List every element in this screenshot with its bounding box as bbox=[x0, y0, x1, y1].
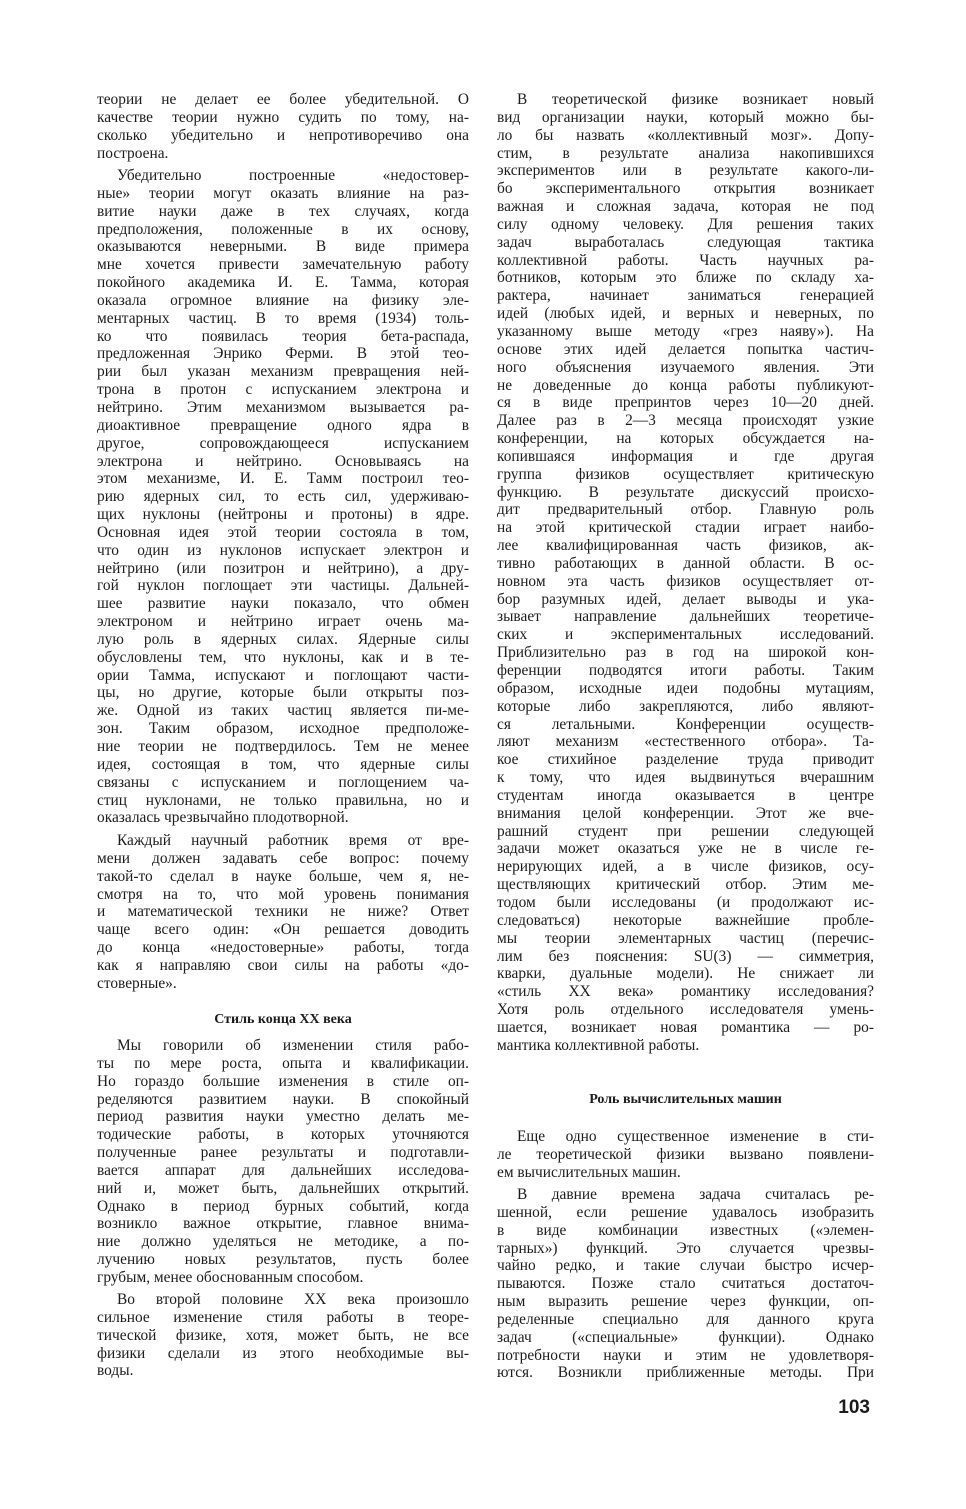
text-line: ного объяснения изучаемого явления. Эти bbox=[497, 358, 874, 376]
text-line: другое, сопровождающееся испусканием bbox=[97, 434, 469, 452]
text-line: тивно работающих в данной области. В ос- bbox=[497, 554, 874, 572]
text-line: тодом были исследованы (и продолжают ис- bbox=[497, 893, 874, 911]
text-line: нейтрино (или позитрон и нейтрино), а дру- bbox=[97, 559, 469, 577]
text-line: же. Одной из таких частиц является пи-ме- bbox=[97, 702, 469, 720]
text-line: оказала огромное влияние на физику эле- bbox=[97, 291, 469, 309]
text-line: ем вычислительных машин. bbox=[497, 1163, 681, 1181]
paragraph bbox=[497, 1128, 874, 1182]
text-line: Убедительно построенные «недостовер- bbox=[117, 167, 469, 184]
text-line: оказываются неверными. В виде примера bbox=[97, 238, 469, 256]
text-line: к тому, что идея выдвинуться вчерашним bbox=[497, 769, 874, 787]
text-line: ории Тамма, испускают и поглощают части- bbox=[97, 666, 469, 684]
text-line: ний и, может быть, дальнейших открытий. bbox=[97, 1179, 469, 1197]
paragraph bbox=[497, 1186, 874, 1382]
text-line: ло бы назвать «коллективный мозг». Допу- bbox=[497, 126, 874, 144]
text-line: качестве теории нужно судить по тому, на- bbox=[97, 108, 469, 126]
text-line: чаще всего один: «Он решается доводить bbox=[97, 921, 469, 939]
text-line: лее квалифицированная часть физиков, ак- bbox=[497, 537, 874, 555]
text-line: рию ядерных сил, то есть сил, удерживаю- bbox=[97, 488, 469, 506]
text-line: электроном и нейтрино играет очень ма- bbox=[97, 613, 469, 631]
text-line: Основная идея этой теории состояла в том, bbox=[97, 523, 469, 541]
text-line: сколько убедительно и непротиворечиво она bbox=[97, 126, 469, 144]
text-line: стим, в результате анализа накопившихся bbox=[497, 144, 874, 162]
text-line: В теоретической физике возникает новый bbox=[517, 91, 874, 108]
text-line: и математической техники не ниже? Ответ bbox=[97, 903, 469, 921]
text-line: предложенная Энрико Ферми. В этой тео- bbox=[97, 345, 469, 363]
text-line: такой-то сделал в науке больше, чем я, не- bbox=[97, 867, 469, 885]
text-line: ществляющих критический отбор. Этим ме- bbox=[497, 876, 874, 894]
text-line: нерирующих идей, а в числе физиков, осу- bbox=[497, 858, 874, 876]
text-line: тической физике, хотя, может быть, не все bbox=[97, 1326, 469, 1344]
text-line: гой нуклон поглощает эти частицы. Дальней- bbox=[97, 577, 469, 595]
text-line: важная и сложная задача, которая не под bbox=[497, 198, 874, 216]
text-line: ты по мере роста, опыта и квалификации. bbox=[97, 1054, 469, 1072]
text-line: лим без пояснения: SU(3) — симметрия, bbox=[497, 947, 874, 965]
text-line: копившаяся информация и где другая bbox=[497, 447, 874, 465]
text-line: конференции, на которых обсуждается на- bbox=[497, 430, 874, 448]
text-line: вается аппарат для дальнейших исследова- bbox=[97, 1161, 469, 1179]
text-line: ле теоретической физики вызвано появлени- bbox=[497, 1145, 874, 1163]
text-line: рактера, начинает заниматься генерацией bbox=[497, 287, 874, 305]
text-line: шается, возникает новая романтика — ро- bbox=[497, 1018, 874, 1036]
text-line: силу одному человеку. Для решения таких bbox=[497, 215, 874, 233]
text-line: ся летальными. Конференции осуществ- bbox=[497, 715, 874, 733]
text-line: функцию. В результате дискуссий происхо- bbox=[497, 483, 874, 501]
text-line: ние теории не подтвердилось. Тем не менее bbox=[97, 738, 469, 755]
text-line: коллективной работы. Часть научных ра- bbox=[497, 251, 874, 269]
text-line: сильное изменение стиля работы в теоре- bbox=[97, 1308, 469, 1326]
text-line: электрона и нейтрино. Основываясь на bbox=[97, 452, 469, 470]
text-line: Однако в период бурных событий, когда bbox=[97, 1197, 469, 1215]
text-line: экспериментов или в результате какого-ли- bbox=[497, 162, 874, 180]
text-line: кварки, дуальные модели). Не снижает ли bbox=[497, 965, 874, 983]
text-line: задач выработалась следующая тактика bbox=[497, 233, 874, 251]
page-number: 103 bbox=[838, 1397, 870, 1418]
text-line: образом, исходные идеи подобны мутациям, bbox=[497, 679, 874, 697]
text-line: мне хочется привести замечательную работу bbox=[97, 256, 469, 274]
text-line: воды. bbox=[97, 1362, 134, 1380]
text-line: что один из нуклонов испускает электрон и bbox=[97, 541, 469, 559]
text-line: бор разумных идей, делает выводы и ука- bbox=[497, 590, 874, 608]
text-line: лучению новых результатов, пусть более bbox=[97, 1251, 469, 1269]
paragraph bbox=[97, 832, 469, 993]
text-line: студентам иногда оказывается в центре bbox=[497, 786, 874, 804]
text-line: внимания целой конференции. Этот же вче- bbox=[497, 804, 874, 822]
text-line: Приблизительно раз в год на широкой кон- bbox=[497, 644, 874, 662]
text-line: группа физиков осуществляет критическую bbox=[497, 465, 874, 483]
text-line: диоактивное превращение одного ядра в bbox=[97, 416, 469, 434]
text-line: физики сделали из этого необходимые вы- bbox=[97, 1344, 469, 1362]
text-line: обусловлены тем, что нуклоны, как и в те- bbox=[97, 648, 469, 666]
text-line: Хотя роль отдельного исследователя умень- bbox=[497, 1001, 874, 1019]
text-line: лую роль в ядерных силах. Ядерные силы bbox=[97, 630, 469, 648]
text-line: тарных») функций. Это случается чрезвы- bbox=[497, 1239, 874, 1257]
paragraph bbox=[97, 1291, 469, 1380]
text-line: до конца «недостоверные» работы, тогда bbox=[97, 939, 469, 957]
text-line: идей (любых идей, и верных и неверных, по bbox=[497, 305, 874, 323]
text-line: ются. Возникли приближенные методы. При bbox=[497, 1364, 874, 1382]
text-line: потребности науки и этим не удовлетворя- bbox=[497, 1346, 874, 1364]
text-line: теории не делает ее более убедительной. О bbox=[97, 91, 469, 108]
text-line: смотря на то, что мой уровень понимания bbox=[97, 885, 469, 903]
text-line: чайно редко, и такие случаи быстро исчер- bbox=[497, 1257, 874, 1275]
text-line: период развития науки уместно делать ме- bbox=[97, 1108, 469, 1126]
text-line: грубым, менее обоснованным способом. bbox=[97, 1268, 364, 1286]
text-line: нейтрино. Этим механизмом вызывается ра- bbox=[97, 398, 469, 416]
text-line: ние должно уделяться не методике, а по- bbox=[97, 1233, 469, 1251]
text-line: пываются. Позже стало считаться достаточ- bbox=[497, 1275, 874, 1293]
text-line: указанному выше методу «грез наяву»). На bbox=[497, 322, 874, 340]
text-line: задач («специальные» функции). Однако bbox=[497, 1328, 874, 1346]
text-line: оказалась чрезвычайно плодотворной. bbox=[97, 809, 349, 827]
text-line: стиц нуклонами, не только правильна, но и bbox=[97, 791, 469, 809]
paragraph bbox=[97, 1037, 469, 1287]
text-line: зывает направление дальнейших теоретиче- bbox=[497, 608, 874, 626]
text-line: Каждый научный работник время от вре- bbox=[117, 832, 469, 849]
text-line: «стиль XX века» романтику исследования? bbox=[497, 983, 874, 1001]
text-line: мантика коллективной работы. bbox=[497, 1036, 700, 1054]
paragraph bbox=[497, 91, 874, 1055]
text-line: витие науки даже в тех случаях, когда bbox=[97, 202, 469, 220]
paragraph bbox=[97, 91, 469, 162]
text-line: Во второй половине XX века произошло bbox=[117, 1291, 469, 1308]
text-line: полученные ранее результаты и подготавли- bbox=[97, 1144, 469, 1162]
text-line: на этой критической стадии играет наибо- bbox=[497, 519, 874, 537]
text-line: Мы говорили об изменении стиля рабо- bbox=[117, 1037, 469, 1054]
text-line: ся в виде препринтов через 10—20 дней. bbox=[497, 394, 874, 412]
text-line: ботников, которым это ближе по складу ха- bbox=[497, 269, 874, 287]
text-line: рии был указан механизм превращения ней- bbox=[97, 363, 469, 381]
text-line: основе этих идей делается попытка частич- bbox=[497, 340, 874, 358]
text-line: Но гораздо большие изменения в стиле оп- bbox=[97, 1072, 469, 1090]
text-line: которые либо закрепляются, либо являют- bbox=[497, 697, 874, 715]
text-line: ментарных частиц. В то время (1934) толь- bbox=[97, 309, 469, 327]
text-line: задачи может оказаться уже не в числе ге- bbox=[497, 840, 874, 858]
text-line: ределяются развитием науки. В спокойный bbox=[97, 1090, 469, 1108]
text-line: предположения, положенные в их основу, bbox=[97, 220, 469, 238]
text-line: связаны с испусканием и поглощением ча- bbox=[97, 773, 469, 791]
text-line: ределенные специально для данного круга bbox=[497, 1310, 874, 1328]
text-line: новном эта часть физиков осуществляет от- bbox=[497, 572, 874, 590]
text-line: стоверные». bbox=[97, 974, 177, 992]
text-line: идея, состоящая в том, что ядерные силы bbox=[97, 755, 469, 773]
section-heading: Стиль конца XX века bbox=[214, 1012, 352, 1027]
paragraph bbox=[97, 167, 469, 827]
text-line: ференции подводятся итоги работы. Таким bbox=[497, 662, 874, 679]
text-line: ко что появилась теория бета-распада, bbox=[97, 327, 469, 345]
text-line: рашний студент при решении следующей bbox=[497, 822, 874, 840]
section-heading: Роль вычислительных машин bbox=[589, 1092, 782, 1107]
text-line: мени должен задавать себе вопрос: почему bbox=[97, 849, 469, 867]
text-line: Еще одно существенное изменение в сти- bbox=[517, 1128, 874, 1145]
text-line: ные» теории могут оказать влияние на раз- bbox=[97, 184, 469, 202]
text-line: в виде комбинации известных («элемен- bbox=[497, 1221, 874, 1239]
text-line: не доведенные до конца работы публикуют- bbox=[497, 376, 874, 394]
text-line: ным выразить решение через функции, оп- bbox=[497, 1293, 874, 1311]
text-line: шенной, если решение удавалось изобразить bbox=[497, 1203, 874, 1221]
text-line: покойного академика И. Е. Тамма, которая bbox=[97, 274, 469, 292]
text-line: мы теории элементарных частиц (перечис- bbox=[497, 929, 874, 947]
text-line: вид организации науки, который можно бы- bbox=[497, 108, 874, 126]
text-line: этом механизме, И. Е. Тамм построил тео- bbox=[97, 470, 469, 488]
text-line: трона в протон с испусканием электрона и bbox=[97, 381, 469, 399]
text-line: кое стихийное разделение труда приводит bbox=[497, 751, 874, 769]
text-line: возникло важное открытие, главное внима- bbox=[97, 1215, 469, 1233]
text-line: следоваться) некоторые важнейшие пробле- bbox=[497, 911, 874, 929]
text-line: ских и экспериментальных исследований. bbox=[497, 626, 874, 644]
text-line: бо экспериментального открытия возникает bbox=[497, 180, 874, 198]
text-line: дит предварительный отбор. Главную роль bbox=[497, 501, 874, 519]
text-line: зон. Таким образом, исходное предположе- bbox=[97, 720, 469, 738]
text-line: построена. bbox=[97, 144, 169, 162]
text-line: как я направляю свои силы на работы «до- bbox=[97, 956, 469, 974]
text-line: шее развитие науки показало, что обмен bbox=[97, 595, 469, 613]
text-line: ляют механизм «естественного отбора». Та- bbox=[497, 733, 874, 751]
text-line: цы, но другие, которые были открыты поз- bbox=[97, 684, 469, 702]
text-line: В давние времена задача считалась ре- bbox=[517, 1186, 874, 1203]
text-line: тодические работы, в которых уточняются bbox=[97, 1126, 469, 1144]
text-line: щих нуклоны (нейтроны и протоны) в ядре. bbox=[97, 506, 469, 524]
text-line: Далее раз в 2—3 месяца происходят узкие bbox=[497, 412, 874, 430]
